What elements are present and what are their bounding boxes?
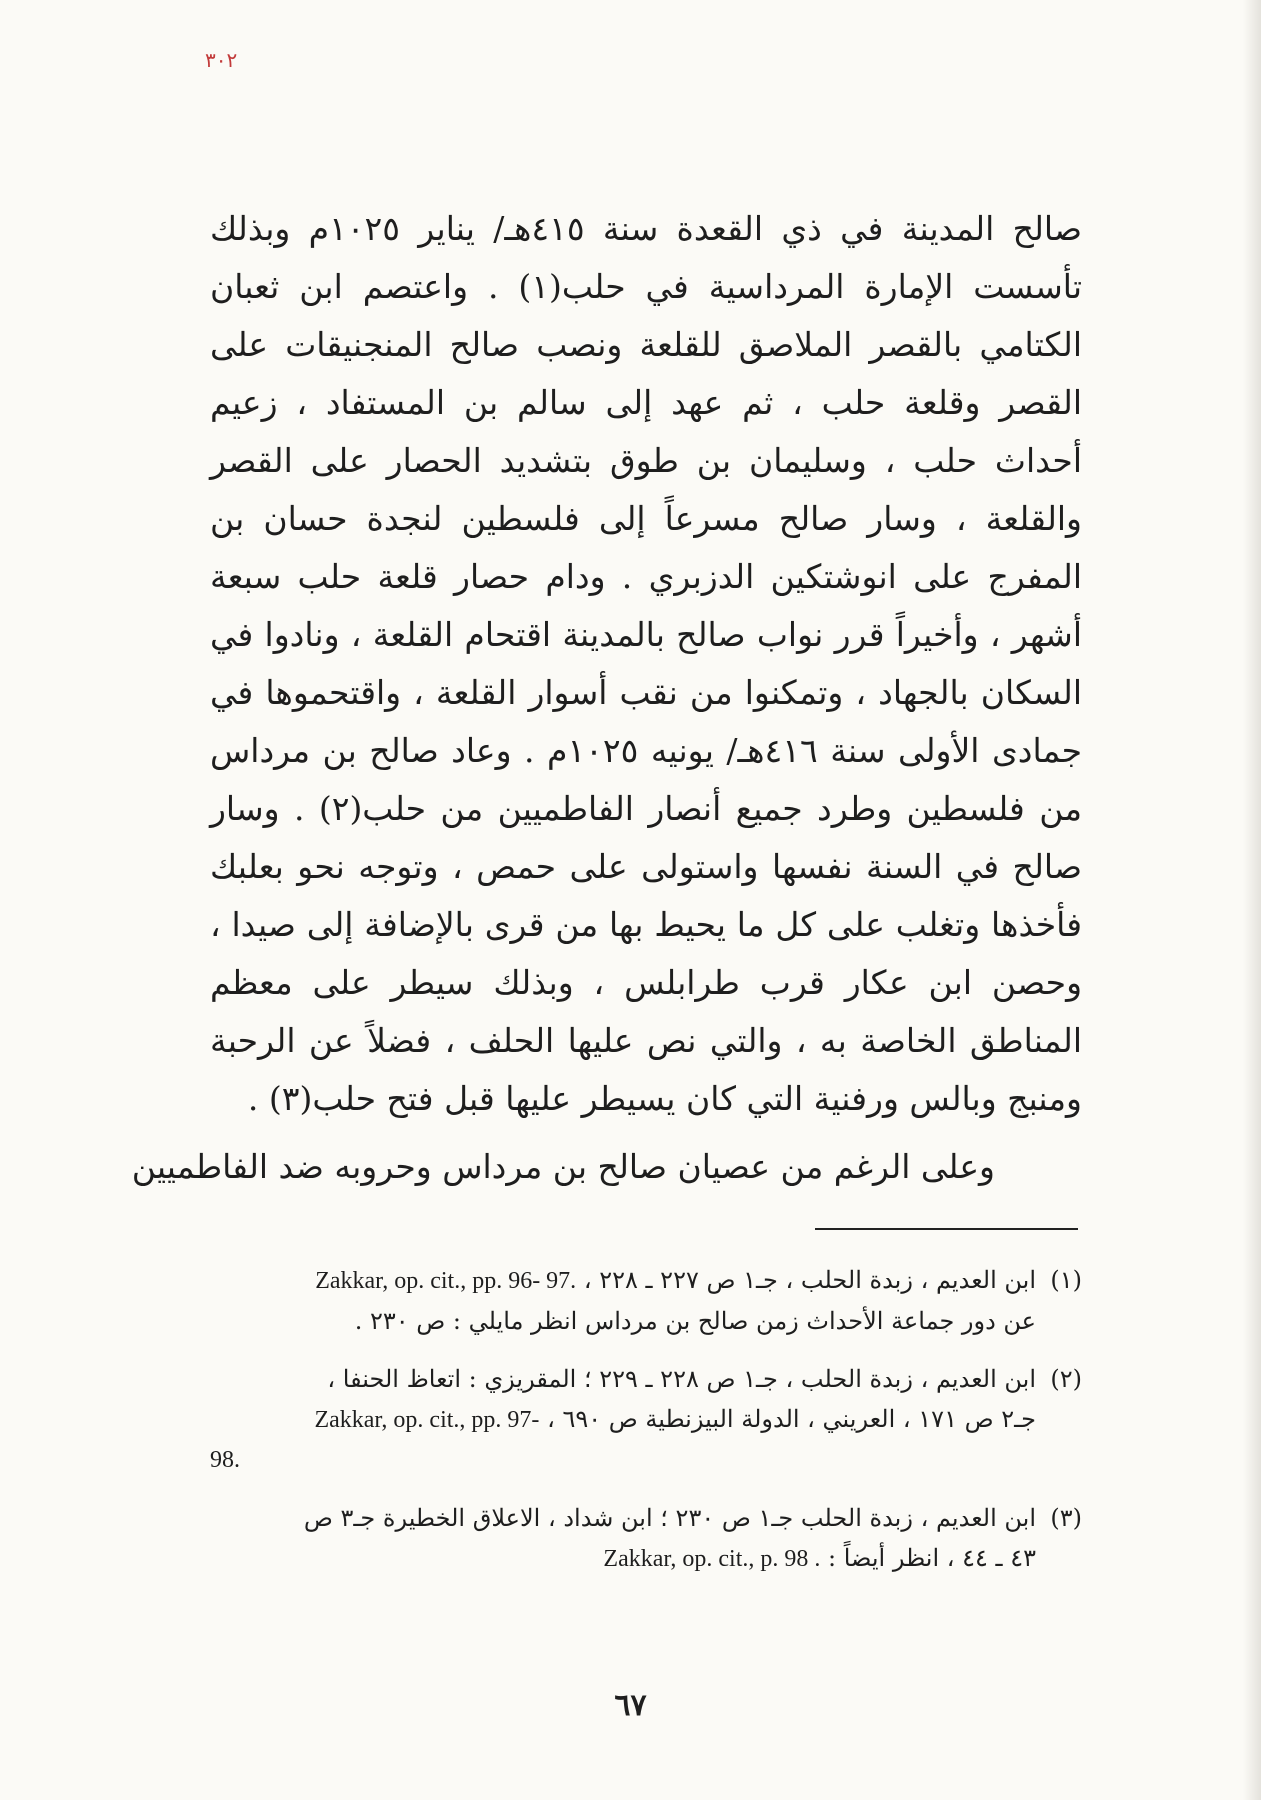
page-number: ٦٧: [614, 1688, 647, 1723]
main-paragraph-text: صالح المدينة في ذي القعدة سنة ٤١٥هـ/ يناير ١٠٢٥م وبذلك تأسست الإمارة المرداسية في حلب(١) . واعتصم ابن ثعبان الكتامي بالقصر الملاصق للقلعة ونصب صالح المنجنيقات على القصر وقلعة حلب ، ثم عهد إلى سالم بن المستفاد ، زعيم أحداث حلب ، وسليمان بن طوق بتشديد الحصار على القصر والقلعة ، وسار صالح مسرعاً إلى فلسطين لنجدة حسان بن المفرج على انوشتكين الدزبري . ودام حصار قلعة حلب سبعة أشهر ، وأخيراً قرر نواب صالح بالمدينة اقتحام القلعة ، ونادوا في السكان بالجهاد ، وتمكنوا من نقب أسوار القلعة ، واقتحموها في جمادى الأولى سنة ٤١٦هـ/ يونيه ١٠٢٥م . وعاد صالح بن مرداس من فلسطين وطرد جميع أنصار الفاطميين من حلب(٢) . وسار صالح في السنة نفسها واستولى على حمص ، وتوجه نحو بعلبك فأخذها وتغلب على كل ما يحيط بها من قرى بالإضافة إلى صيدا ، وحصن ابن عكار قرب طرابلس ، وبذلك سيطر على معظم المناطق الخاصة به ، والتي نص عليها الحلف ، فضلاً عن الرحبة ومنبج وبالس ورفنية التي كان يسيطر عليها قبل فتح حلب(٣) .: [210, 209, 1083, 1118]
footnote-line: ابن العديم ، زبدة الحلب ، جـ١ ص ٢٢٨ ـ ٢٢٩ ؛ المقريزي : اتعاظ الحنفا ،: [327, 1365, 1036, 1393]
page-edge-shadow: [1243, 0, 1261, 1800]
corner-handwritten-mark: ٣٠٢: [205, 48, 238, 72]
main-paragraph: [210, 200, 1082, 1128]
footnote-3: [210, 1498, 1082, 1579]
continuation-line: وعلى الرغم من عصيان صالح بن مرداس وحروبه ضد الفاطميين: [131, 1147, 995, 1186]
footnote-1: [210, 1260, 1082, 1341]
footnote-number: (١): [1050, 1266, 1082, 1294]
footnote-line: ابن العديم ، زبدة الحلب جـ١ ص ٢٣٠ ؛ ابن شداد ، الاعلاق الخطيرة جـ٣ ص: [303, 1504, 1036, 1532]
footnote-arabic: جـ٢ ص ١٧١ ، العريني ، الدولة البيزنطية ص ٦٩٠ ،: [547, 1405, 1036, 1433]
footnote-line: عن دور جماعة الأحداث زمن صالح بن مرداس انظر مايلي : ص ٢٣٠ .: [354, 1307, 1036, 1335]
footnote-latin-citation: Zakkar, op. cit., pp. 97-: [314, 1407, 540, 1433]
footnotes: [210, 1260, 1082, 1597]
footnote-2: [210, 1359, 1082, 1480]
footnote-number: (٣): [1050, 1504, 1082, 1532]
footnote-number: (٢): [1050, 1365, 1082, 1393]
footnote-separator: [815, 1228, 1078, 1230]
footnote-arabic: ابن العديم ، زبدة الحلب ، جـ١ ص ٢٢٧ ـ ٢٢٨ ،: [583, 1266, 1036, 1294]
footnote-latin-citation: Zakkar, op. cit., pp. 96- 97.: [315, 1268, 577, 1294]
footnote-line: [210, 1260, 1036, 1301]
footnote-latin-citation: Zakkar, op. cit., p. 98 .: [603, 1546, 821, 1572]
footnote-line: [210, 1399, 1036, 1440]
footnote-arabic: ٤٣ ـ ٤٤ ، انظر أيضاً :: [828, 1544, 1036, 1572]
footnote-line: [210, 1538, 1036, 1579]
footnote-line: 98.: [210, 1447, 240, 1473]
